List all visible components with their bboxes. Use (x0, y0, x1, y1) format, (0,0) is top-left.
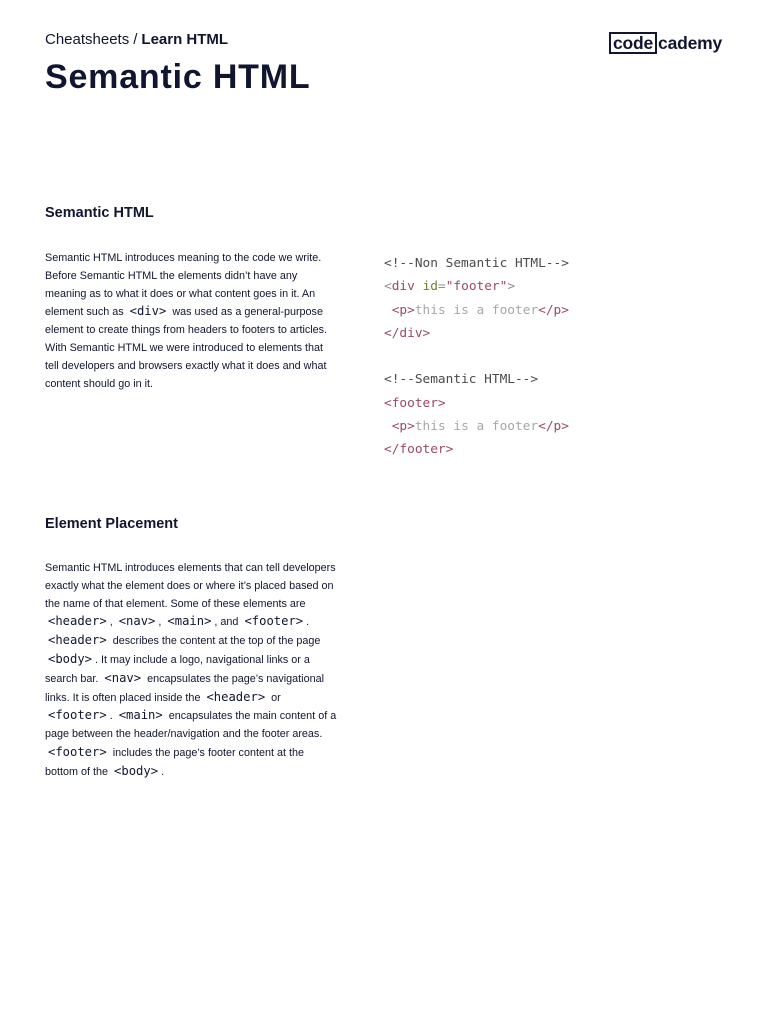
section-text-semantic-html: Semantic HTML introduces meaning to the code we write. Before Semantic HTML the elements didn’t have any meaning as to what it does or what content goes in it. An element such as <div> was used as a general-purpose element to create things from headers to footers to articles. With Semantic HTML we were introduced to elements that tell developers and browsers exactly what it does and what content should go in it. (45, 252, 328, 390)
section-title-semantic-html: Semantic HTML (45, 205, 154, 221)
code-example: <!--Non Semantic HTML--> <div id="footer"> <p>this is a footer</p> </div> <!--Semantic HTML--> <footer> <p>this is a footer</p> </footer> (384, 256, 569, 458)
breadcrumb-link-cheatsheets[interactable]: Cheatsheets (45, 31, 130, 48)
code-comment: <!--Non Semantic HTML--> (384, 256, 569, 271)
breadcrumb-separator: / (133, 31, 138, 48)
section-title-element-placement: Element Placement (45, 516, 178, 532)
code-comment: <!--Semantic HTML--> (384, 372, 539, 388)
logo-boxed-text: code (609, 32, 657, 54)
page-title: Semantic HTML (45, 58, 311, 96)
section-text-element-placement: Semantic HTML introduces elements that can tell developers exactly what the element does or where it’s placed based on the name of that element. Some of these elements are <header> , <nav> , <main> , and <footer> . <header> describes the content at the top of the page <body> . It may include a logo, navigational links or a search bar. <nav> encapsulates the page’s navigational links. It is often placed inside the <header> or <footer> . <main> encapsulates the main content of a page between the header/navigation and the footer areas. <footer> includes the page’s footer content at the bottom of the <body> . (45, 562, 337, 778)
codecademy-logo[interactable] (609, 31, 722, 55)
breadcrumb-current: Learn HTML (141, 31, 229, 48)
inline-code: <div> (129, 304, 167, 319)
logo-rest-text: cademy (658, 32, 723, 53)
breadcrumb (45, 31, 228, 48)
